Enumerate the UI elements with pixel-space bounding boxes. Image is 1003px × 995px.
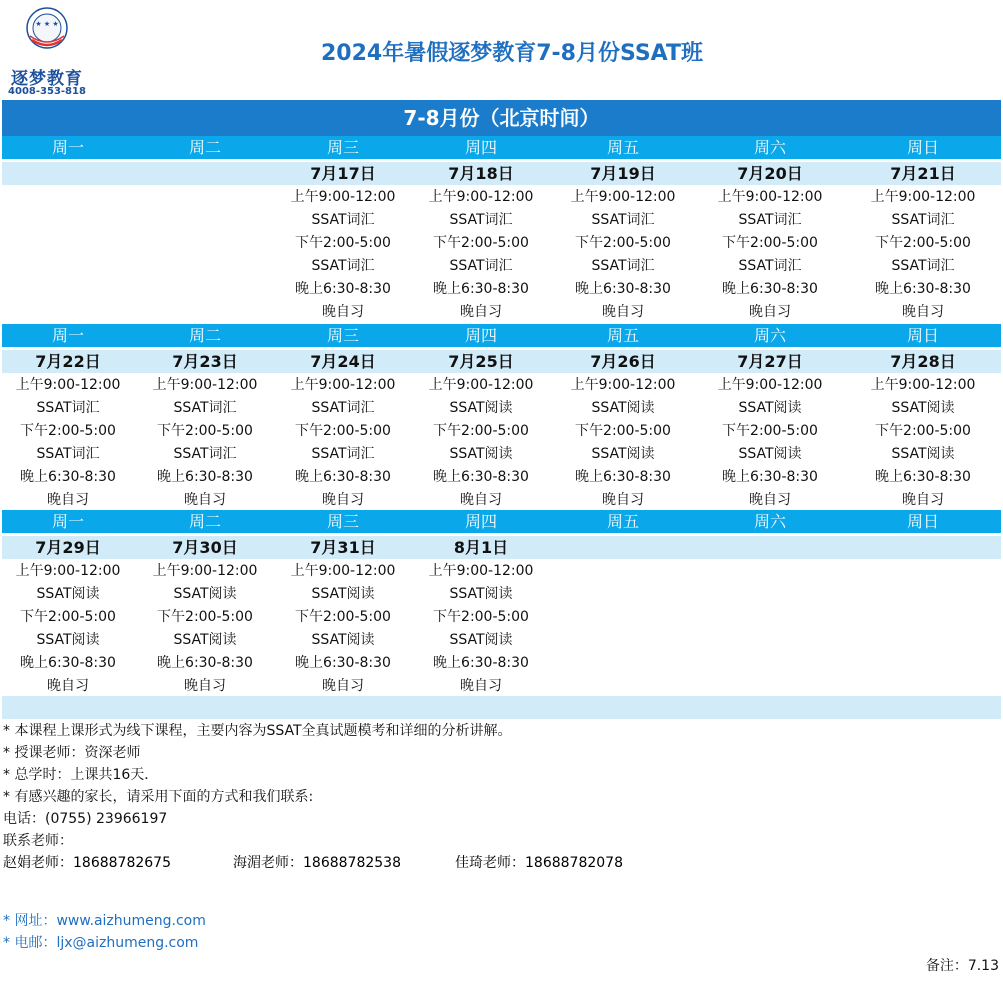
date-row	[2, 162, 1001, 185]
schedule-entry: 晚上6:30-8:30	[157, 655, 253, 671]
weekday-header: 周四	[464, 138, 497, 157]
schedule-entry: SSAT词汇	[891, 212, 955, 228]
schedule-entry: 晚上6:30-8:30	[722, 469, 818, 485]
schedule-entry: SSAT词汇	[311, 258, 375, 274]
schedule-entry: SSAT词汇	[36, 446, 100, 462]
weekday-header: 周三	[326, 326, 359, 345]
schedule-entry: 晚自习	[460, 492, 502, 508]
weekday-header: 周五	[606, 138, 639, 157]
schedule-entry: 晚自习	[460, 304, 502, 320]
schedule-entry: 下午2:00-5:00	[433, 235, 529, 251]
schedule-entry: SSAT阅读	[311, 586, 375, 602]
schedule-entry: 晚上6:30-8:30	[157, 469, 253, 485]
date-cell: 7月22日	[35, 352, 101, 371]
date-cell: 7月19日	[590, 164, 656, 183]
schedule-entry: SSAT词汇	[449, 212, 513, 228]
contact-row	[3, 852, 703, 874]
date-cell: 7月26日	[590, 352, 656, 371]
schedule-entry: 晚上6:30-8:30	[575, 469, 671, 485]
date-cell: 7月27日	[737, 352, 803, 371]
schedule-entry: SSAT阅读	[591, 400, 655, 416]
schedule-entry: 晚自习	[184, 492, 226, 508]
weekday-row	[2, 136, 1001, 159]
date-row	[2, 536, 1001, 559]
weekday-header: 周二	[188, 326, 221, 345]
schedule-entry: SSAT阅读	[449, 446, 513, 462]
schedule-entry: 下午2:00-5:00	[295, 609, 391, 625]
schedule-entry: 上午9:00-12:00	[290, 377, 396, 393]
schedule-entry: 晚自习	[749, 304, 791, 320]
schedule-entry: 下午2:00-5:00	[575, 235, 671, 251]
date-cell	[553, 536, 693, 559]
schedule-entry: SSAT阅读	[891, 446, 955, 462]
schedule-entry: 晚自习	[902, 304, 944, 320]
schedule-entry: 上午9:00-12:00	[152, 377, 258, 393]
note-hours: * 总学时：上课共16天．	[3, 767, 159, 783]
schedule-entry: 晚上6:30-8:30	[295, 281, 391, 297]
note-phone: 电话：(0755) 23966197	[3, 811, 168, 827]
date-cell	[848, 536, 998, 559]
note-format: * 本课程上课形式为线下课程，主要内容为SSAT全真试题模考和详细的分析讲解。	[3, 723, 512, 739]
schedule-entry: SSAT词汇	[738, 258, 802, 274]
schedule-entry: 上午9:00-12:00	[152, 563, 258, 579]
page-title: 2024年暑假逐梦教育7-8月份SSAT班	[320, 41, 703, 66]
weekday-header: 周四	[464, 512, 497, 531]
schedule-entry: 晚自习	[460, 678, 502, 694]
schedule-entry: 下午2:00-5:00	[20, 609, 116, 625]
schedule-entry: SSAT词汇	[173, 446, 237, 462]
schedule-entry: 晚上6:30-8:30	[875, 281, 971, 297]
weekday-row	[2, 324, 1001, 347]
schedule-entry: SSAT词汇	[36, 400, 100, 416]
schedule-entry: 上午9:00-12:00	[570, 377, 676, 393]
logo-name: 逐梦教育	[11, 69, 83, 89]
schedule-entry: 晚自习	[322, 304, 364, 320]
weekday-header: 周三	[326, 512, 359, 531]
weekday-header: 周日	[906, 512, 939, 531]
date-cell	[140, 162, 270, 185]
weekday-header: 周二	[188, 138, 221, 157]
schedule-entry: SSAT词汇	[449, 258, 513, 274]
schedule-entry: 晚上6:30-8:30	[433, 655, 529, 671]
contact-zhaojuan: 赵娟老师：18688782675	[3, 855, 171, 871]
table-footer-row	[2, 696, 1001, 719]
date-cell	[700, 536, 840, 559]
weekday-header: 周一	[51, 326, 84, 345]
schedule-entry: SSAT阅读	[36, 632, 100, 648]
date-cell: 7月23日	[172, 352, 238, 371]
date-cell: 7月24日	[310, 352, 376, 371]
schedule-entry: SSAT阅读	[173, 632, 237, 648]
schedule-entry: 晚上6:30-8:30	[20, 655, 116, 671]
weekday-header: 周五	[606, 326, 639, 345]
schedule-entry: 下午2:00-5:00	[575, 423, 671, 439]
schedule-entry: 晚自习	[602, 304, 644, 320]
schedule-entry: 上午9:00-12:00	[428, 189, 534, 205]
date-cell: 7月30日	[172, 538, 238, 557]
schedule-entry: 下午2:00-5:00	[295, 235, 391, 251]
schedule-entry: SSAT阅读	[738, 400, 802, 416]
schedule-entry: SSAT词汇	[311, 212, 375, 228]
logo-phone: 4008-353-818	[8, 86, 86, 97]
schedule-banner: 7-8月份（北京时间）	[2, 100, 1001, 136]
schedule-entry: SSAT阅读	[36, 586, 100, 602]
note-teacher: * 授课老师：资深老师	[3, 745, 141, 761]
weekday-header: 周一	[51, 138, 84, 157]
schedule-entry: SSAT阅读	[449, 400, 513, 416]
schedule-entry: 下午2:00-5:00	[722, 423, 818, 439]
weekday-header: 周日	[906, 326, 939, 345]
schedule-entry: SSAT阅读	[591, 446, 655, 462]
note-contact-invite: * 有感兴趣的家长，请采用下面的方式和我们联系:	[3, 789, 314, 805]
schedule-entry: SSAT词汇	[891, 258, 955, 274]
contact-jiaqi: 佳琦老师：18688782078	[455, 855, 623, 871]
schedule-entry: 上午9:00-12:00	[717, 189, 823, 205]
schedule-entry: SSAT阅读	[449, 632, 513, 648]
schedule-entry: 晚自习	[47, 492, 89, 508]
schedule-entry: 晚上6:30-8:30	[295, 469, 391, 485]
schedule-entry: SSAT词汇	[311, 446, 375, 462]
schedule-entry: 下午2:00-5:00	[157, 423, 253, 439]
date-cell: 7月29日	[35, 538, 101, 557]
schedule-entry: 上午9:00-12:00	[290, 563, 396, 579]
website-link[interactable]: * 网址：www.aizhumeng.com	[3, 913, 206, 929]
schedule-entry: 晚上6:30-8:30	[575, 281, 671, 297]
schedule-entry: SSAT阅读	[449, 586, 513, 602]
schedule-entry: SSAT阅读	[173, 586, 237, 602]
schedule-entry: 下午2:00-5:00	[875, 423, 971, 439]
svg-text:★ ★ ★: ★ ★ ★	[35, 20, 59, 28]
schedule-entry: 下午2:00-5:00	[722, 235, 818, 251]
date-cell: 8月1日	[453, 538, 509, 557]
weekday-header: 周五	[606, 512, 639, 531]
schedule-entry: 晚自习	[749, 492, 791, 508]
schedule-entry: SSAT阅读	[311, 632, 375, 648]
schedule-entry: 晚自习	[902, 492, 944, 508]
schedule-entry: 上午9:00-12:00	[870, 189, 976, 205]
schedule-entry: SSAT词汇	[591, 212, 655, 228]
schedule-entry: 下午2:00-5:00	[433, 423, 529, 439]
schedule-entry: 晚上6:30-8:30	[433, 469, 529, 485]
schedule-entry: 晚上6:30-8:30	[20, 469, 116, 485]
weekday-header: 周六	[753, 512, 786, 531]
date-cell	[3, 162, 133, 185]
date-cell: 7月21日	[890, 164, 956, 183]
schedule-entry: SSAT词汇	[173, 400, 237, 416]
schedule-entry: 下午2:00-5:00	[20, 423, 116, 439]
schedule-entry: 上午9:00-12:00	[428, 377, 534, 393]
schedule-entry: SSAT阅读	[891, 400, 955, 416]
schedule-entry: 晚自习	[184, 678, 226, 694]
contact-haimei: 海湄老师：18688782538	[233, 855, 401, 871]
schedule-entry: 晚自习	[602, 492, 644, 508]
weekday-row	[2, 510, 1001, 533]
notes-section	[3, 720, 512, 852]
weekday-header: 周六	[753, 138, 786, 157]
schedule-entry: 上午9:00-12:00	[290, 189, 396, 205]
schedule-entry: 晚上6:30-8:30	[875, 469, 971, 485]
weekday-header: 周三	[326, 138, 359, 157]
remark: 备注：7.13	[925, 958, 999, 974]
date-row	[2, 350, 1001, 373]
schedule-entry: 上午9:00-12:00	[717, 377, 823, 393]
schedule-entry: 上午9:00-12:00	[15, 377, 121, 393]
schedule-entry: 上午9:00-12:00	[15, 563, 121, 579]
schedule-entry: SSAT阅读	[738, 446, 802, 462]
date-cell: 7月18日	[448, 164, 514, 183]
schedule-entry: 上午9:00-12:00	[428, 563, 534, 579]
schedule-entry: SSAT词汇	[591, 258, 655, 274]
weekday-header: 周二	[188, 512, 221, 531]
schedule-entry: 上午9:00-12:00	[870, 377, 976, 393]
schedule-entry: SSAT词汇	[738, 212, 802, 228]
date-cell: 7月25日	[448, 352, 514, 371]
schedule-entry: 下午2:00-5:00	[157, 609, 253, 625]
note-contact-label: 联系老师：	[3, 833, 73, 849]
date-cell: 7月17日	[310, 164, 376, 183]
schedule-entry: 晚上6:30-8:30	[433, 281, 529, 297]
weekday-header: 周日	[906, 138, 939, 157]
schedule-entry: 晚上6:30-8:30	[295, 655, 391, 671]
schedule-entry: SSAT词汇	[311, 400, 375, 416]
links-section	[3, 910, 206, 954]
weekday-header: 周六	[753, 326, 786, 345]
email-link[interactable]: * 电邮：ljx@aizhumeng.com	[3, 935, 199, 951]
schedule-entry: 晚上6:30-8:30	[722, 281, 818, 297]
schedule-entry: 下午2:00-5:00	[875, 235, 971, 251]
weekday-header: 周四	[464, 326, 497, 345]
schedule-entry: 下午2:00-5:00	[295, 423, 391, 439]
date-cell: 7月31日	[310, 538, 376, 557]
schedule-entry: 下午2:00-5:00	[433, 609, 529, 625]
weekday-header: 周一	[51, 512, 84, 531]
date-cell: 7月20日	[737, 164, 803, 183]
schedule-entry: 晚自习	[322, 678, 364, 694]
date-cell: 7月28日	[890, 352, 956, 371]
schedule-entry: 上午9:00-12:00	[570, 189, 676, 205]
schedule-entry: 晚自习	[322, 492, 364, 508]
schedule-entry: 晚自习	[47, 678, 89, 694]
